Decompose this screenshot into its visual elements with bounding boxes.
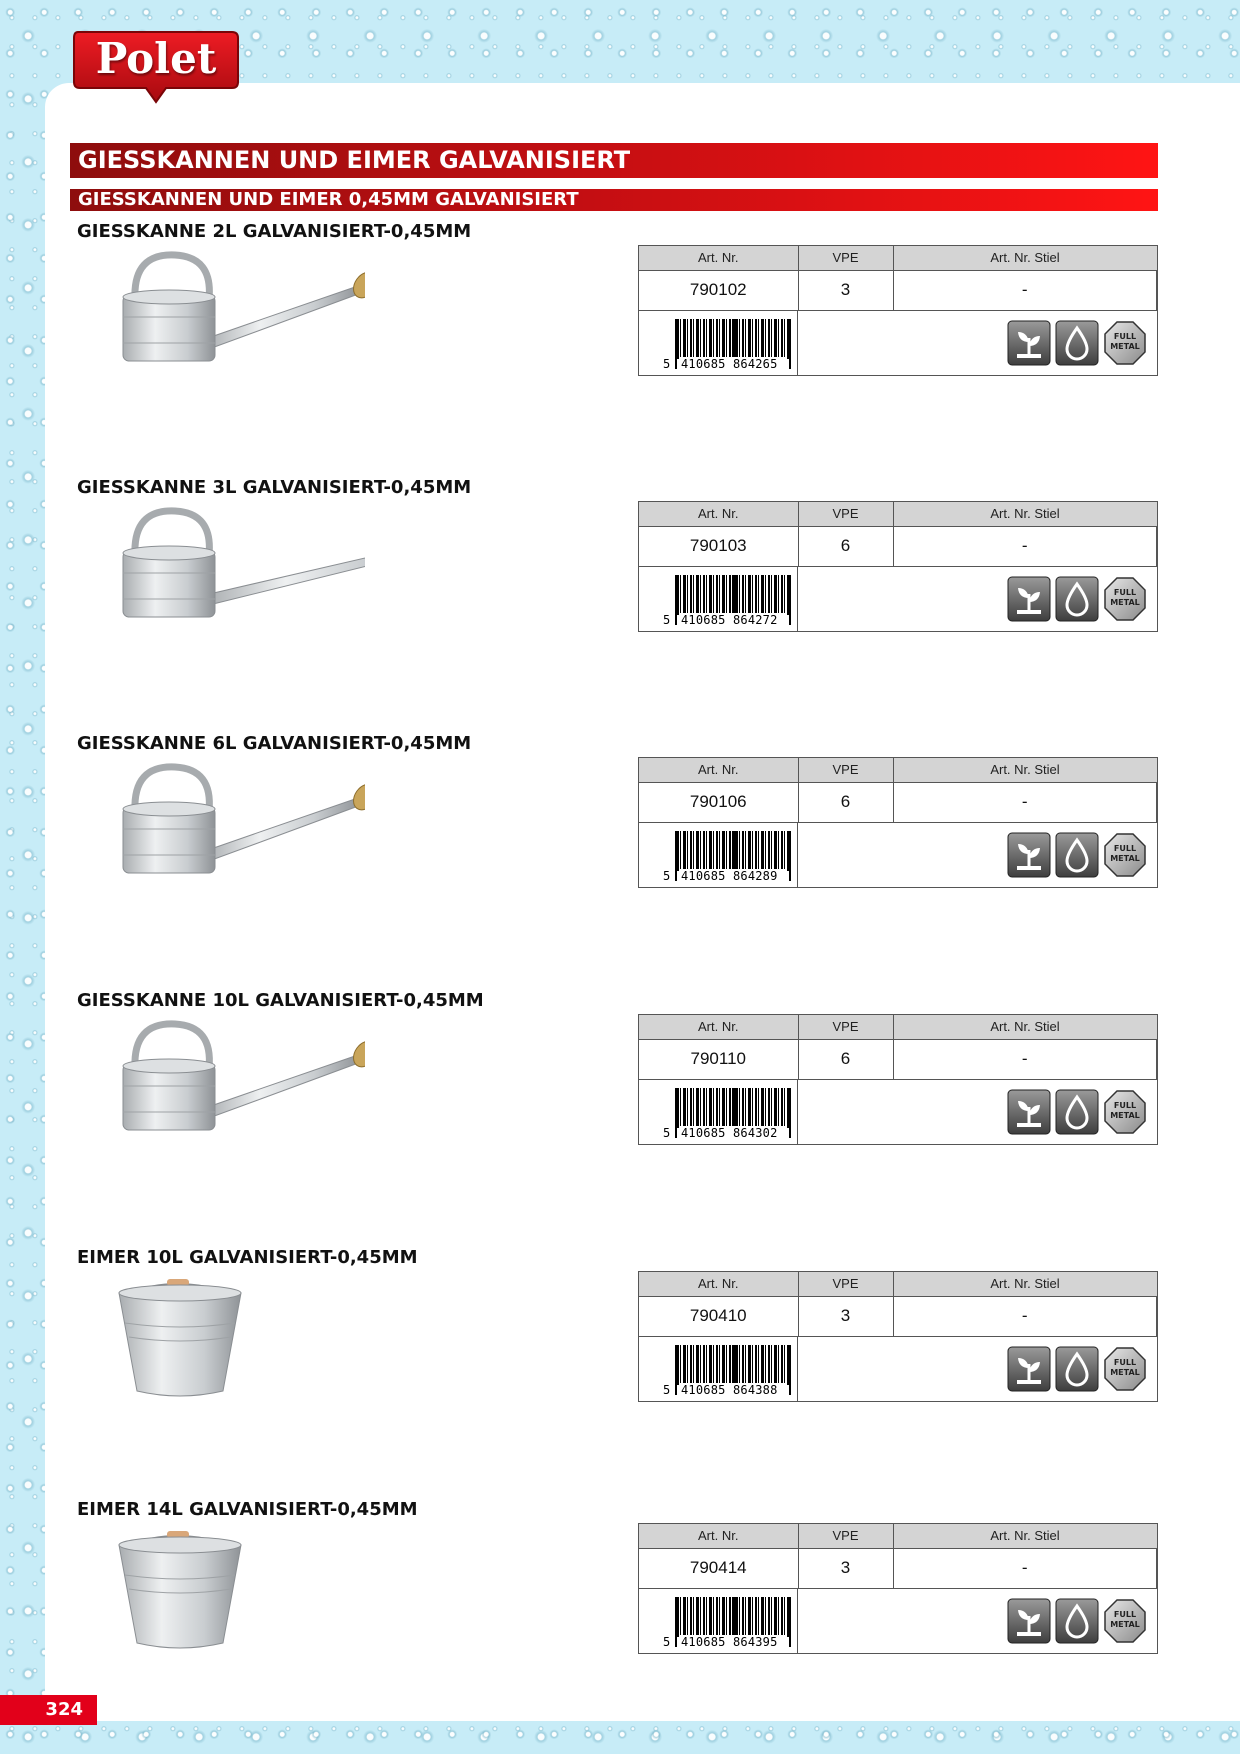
bucket-image (105, 1273, 285, 1408)
section-title: GIESSKANNEN UND EIMER GALVANISIERT (70, 143, 1158, 178)
art-nr-value: 790106 (639, 782, 798, 822)
art-nr-value: 790110 (639, 1039, 798, 1079)
barcode-first-digit: 5 (663, 356, 671, 371)
spec-table (638, 245, 1158, 376)
barcode-guard (675, 1088, 677, 1138)
barcode-digits: 410685 864302 (679, 1126, 787, 1140)
product-title: GIESSKANNE 6L GALVANISIERT-0,45MM (77, 733, 472, 754)
feature-icons (1007, 1089, 1147, 1135)
spec-table (638, 501, 1158, 632)
barcode-row (639, 567, 1157, 631)
stiel-value: - (893, 782, 1157, 822)
header-vpe: VPE (798, 246, 893, 270)
art-nr-value: 790410 (639, 1296, 798, 1336)
full-metal-line2: METAL (1110, 597, 1140, 607)
barcode-digits: 410685 864388 (679, 1383, 787, 1397)
art-nr-value: 790414 (639, 1548, 798, 1588)
spec-table (638, 1014, 1158, 1145)
full-metal-line2: METAL (1110, 1619, 1140, 1629)
barcode-guard (675, 319, 677, 369)
plant-icon (1007, 576, 1051, 622)
header-stiel: Art. Nr. Stiel (893, 246, 1157, 270)
barcode-row (639, 1337, 1157, 1401)
barcode-digits: 410685 864265 (679, 357, 787, 371)
page-number: 324 (0, 1695, 97, 1725)
full-metal-line1: FULL (1113, 1100, 1137, 1110)
barcode-guard (789, 1088, 791, 1138)
barcode-first-digit: 5 (663, 1125, 671, 1140)
water-drop-icon (1055, 1089, 1099, 1135)
full-metal-label (1103, 1610, 1147, 1630)
feature-icons (1007, 1598, 1147, 1644)
watering-can-image (105, 247, 365, 382)
feature-icons (1007, 576, 1147, 622)
header-art-nr: Art. Nr. (639, 502, 798, 526)
art-nr-value: 790102 (639, 270, 798, 310)
water-drop-icon (1055, 576, 1099, 622)
header-vpe: VPE (798, 1272, 893, 1296)
plant-icon (1007, 1089, 1051, 1135)
product-title: EIMER 14L GALVANISIERT-0,45MM (77, 1499, 418, 1520)
full-metal-label (1103, 332, 1147, 352)
header-stiel: Art. Nr. Stiel (893, 1272, 1157, 1296)
header-stiel: Art. Nr. Stiel (893, 1524, 1157, 1548)
header-art-nr: Art. Nr. (639, 1524, 798, 1548)
stiel-value: - (893, 1039, 1157, 1079)
product-block-790410 (70, 1247, 1160, 1497)
full-metal-line1: FULL (1113, 331, 1137, 341)
product-title: GIESSKANNE 2L GALVANISIERT-0,45MM (77, 221, 472, 242)
barcode (639, 823, 798, 887)
full-metal-line1: FULL (1113, 587, 1137, 597)
full-metal-line2: METAL (1110, 853, 1140, 863)
full-metal-line1: FULL (1113, 1357, 1137, 1367)
vpe-value: 3 (798, 1296, 893, 1336)
stiel-value: - (893, 1548, 1157, 1588)
full-metal-icon (1103, 576, 1147, 622)
full-metal-line2: METAL (1110, 1367, 1140, 1377)
full-metal-icon (1103, 1089, 1147, 1135)
barcode-guard (675, 831, 677, 881)
art-nr-value: 790103 (639, 526, 798, 566)
plant-icon (1007, 320, 1051, 366)
water-drop-icon (1055, 1598, 1099, 1644)
header-art-nr: Art. Nr. (639, 1015, 798, 1039)
header-vpe: VPE (798, 1524, 893, 1548)
plant-icon (1007, 1598, 1051, 1644)
section-subtitle: GIESSKANNEN UND EIMER 0,45MM GALVANISIERT (70, 189, 1158, 211)
stiel-value: - (893, 1296, 1157, 1336)
barcode-row (639, 311, 1157, 375)
header-art-nr: Art. Nr. (639, 758, 798, 782)
barcode-guard (675, 1345, 677, 1395)
barcode-row (639, 1589, 1157, 1653)
full-metal-line1: FULL (1113, 843, 1137, 853)
polet-logo (70, 28, 242, 104)
header-stiel: Art. Nr. Stiel (893, 502, 1157, 526)
product-block-790102 (70, 221, 1160, 471)
full-metal-line2: METAL (1110, 341, 1140, 351)
feature-icons (1007, 1346, 1147, 1392)
full-metal-label (1103, 1101, 1147, 1121)
water-drop-icon (1055, 832, 1099, 878)
spec-table (638, 1271, 1158, 1402)
vpe-value: 3 (798, 1548, 893, 1588)
barcode-guard (789, 1597, 791, 1647)
header-art-nr: Art. Nr. (639, 246, 798, 270)
full-metal-line2: METAL (1110, 1110, 1140, 1120)
barcode (639, 1589, 798, 1653)
barcode-first-digit: 5 (663, 868, 671, 883)
watering-can-image (105, 503, 365, 638)
water-drop-icon (1055, 320, 1099, 366)
barcode-row (639, 823, 1157, 887)
barcode-digits: 410685 864289 (679, 869, 787, 883)
plant-icon (1007, 1346, 1051, 1392)
header-vpe: VPE (798, 758, 893, 782)
barcode-guard (789, 831, 791, 881)
feature-icons (1007, 320, 1147, 366)
spec-table (638, 757, 1158, 888)
full-metal-line1: FULL (1113, 1609, 1137, 1619)
spec-table (638, 1523, 1158, 1654)
barcode-digits: 410685 864395 (679, 1635, 787, 1649)
barcode-guard (789, 575, 791, 625)
header-art-nr: Art. Nr. (639, 1272, 798, 1296)
water-drop-icon (1055, 1346, 1099, 1392)
barcode (639, 1080, 798, 1144)
vpe-value: 3 (798, 270, 893, 310)
barcode-guard (675, 1597, 677, 1647)
barcode-guard (789, 1345, 791, 1395)
logo-wordmark: Polet (95, 34, 217, 83)
barcode-row (639, 1080, 1157, 1144)
header-stiel: Art. Nr. Stiel (893, 758, 1157, 782)
header-vpe: VPE (798, 502, 893, 526)
full-metal-icon (1103, 1598, 1147, 1644)
header-stiel: Art. Nr. Stiel (893, 1015, 1157, 1039)
barcode-first-digit: 5 (663, 612, 671, 627)
watering-can-image (105, 1016, 365, 1151)
full-metal-icon (1103, 320, 1147, 366)
watering-can-image (105, 759, 365, 894)
product-block-790103 (70, 477, 1160, 727)
product-title: EIMER 10L GALVANISIERT-0,45MM (77, 1247, 418, 1268)
full-metal-label (1103, 844, 1147, 864)
product-title: GIESSKANNE 3L GALVANISIERT-0,45MM (77, 477, 472, 498)
barcode-first-digit: 5 (663, 1382, 671, 1397)
full-metal-icon (1103, 832, 1147, 878)
stiel-value: - (893, 526, 1157, 566)
barcode-guard (789, 319, 791, 369)
barcode (639, 567, 798, 631)
product-block-790414 (70, 1499, 1160, 1749)
product-block-790110 (70, 990, 1160, 1240)
barcode (639, 1337, 798, 1401)
product-block-790106 (70, 733, 1160, 983)
full-metal-label (1103, 1358, 1147, 1378)
barcode-first-digit: 5 (663, 1634, 671, 1649)
bucket-image (105, 1525, 285, 1660)
barcode (639, 311, 798, 375)
full-metal-icon (1103, 1346, 1147, 1392)
full-metal-label (1103, 588, 1147, 608)
plant-icon (1007, 832, 1051, 878)
product-title: GIESSKANNE 10L GALVANISIERT-0,45MM (77, 990, 484, 1011)
feature-icons (1007, 832, 1147, 878)
stiel-value: - (893, 270, 1157, 310)
vpe-value: 6 (798, 526, 893, 566)
vpe-value: 6 (798, 1039, 893, 1079)
barcode-guard (675, 575, 677, 625)
header-vpe: VPE (798, 1015, 893, 1039)
barcode-digits: 410685 864272 (679, 613, 787, 627)
vpe-value: 6 (798, 782, 893, 822)
